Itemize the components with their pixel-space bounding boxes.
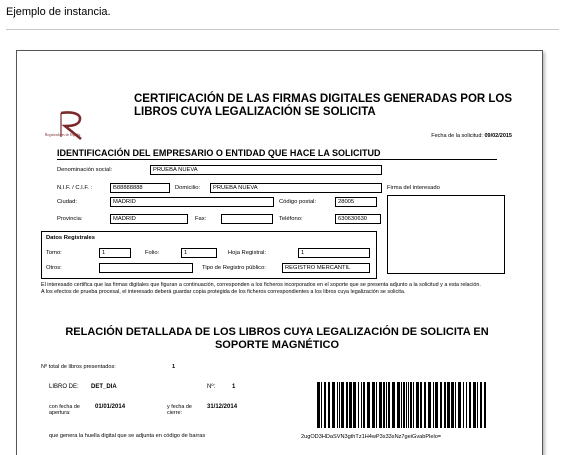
declaration-paragraph: A los efectos de prueba procesal, el interesado deberá guardar copia protegida de los ficheros correspondientes a los libros cuya legalización se solicita. [41, 288, 406, 295]
logo [45, 111, 101, 145]
domicilio-label: Domicilio: [175, 185, 201, 191]
numero-value: 1 [232, 384, 236, 390]
telefono-field[interactable]: 630630630 [335, 214, 381, 224]
tomo-label: Tomo: [46, 250, 62, 256]
separator [6, 29, 559, 30]
logo-text: Registradores de España [45, 133, 81, 137]
provincia-field[interactable]: MADRID [110, 214, 188, 224]
section-rule [57, 159, 497, 160]
fecha-solicitud [431, 133, 512, 139]
denominacion-field[interactable]: PRUEBA NUEVA [150, 165, 382, 175]
libro-label: LIBRO DE: [49, 384, 79, 390]
cierre-value: 31/12/2014 [207, 404, 238, 410]
libro-value: DET_DIA [91, 384, 117, 390]
numero-label: Nº: [207, 384, 216, 390]
hoja-registral-field[interactable]: 1 [298, 248, 370, 258]
declaration-paragraph: El interesado certifica que las firmas digitales que figuran a continuación, corresponden a los ficheros incorporados en el soporte que se presenta adjunto a la solicitud y a esta relación. [41, 282, 481, 288]
codigo-postal-field[interactable]: 28005 [335, 197, 377, 207]
otros-label: Otros: [46, 265, 62, 271]
huella-label: que genera la huella digital que se adjunta en código de barras [49, 433, 206, 439]
codigo-postal-label: Código postal: [279, 199, 317, 205]
cierre-label: y fecha de cierre: [167, 404, 192, 416]
tipo-registro-field[interactable]: REGISTRO MERCANTIL [282, 263, 370, 273]
nif-field[interactable]: B88888888 [110, 183, 170, 193]
section-title: IDENTIFICACIÓN DEL EMPRESARIO O ENTIDAD QUE HACE LA SOLICITUD [57, 148, 381, 158]
fax-field[interactable] [221, 214, 273, 224]
declaration-text [41, 282, 511, 296]
tomo-field[interactable]: 1 [99, 248, 131, 258]
denominacion-label: Denominación social: [57, 167, 113, 173]
fecha-label: Fecha de la solicitud: [431, 133, 483, 139]
firma-box[interactable] [387, 195, 505, 274]
total-libros-value: 1 [172, 364, 176, 370]
apertura-value: 01/01/2014 [95, 404, 126, 410]
relacion-title: RELACIÓN DETALLADA DE LOS LIBROS CUYA LEGALIZACIÓN DE SOLICITA EN SOPORTE MAGNÉTICO [65, 326, 489, 351]
folio-field[interactable]: 1 [181, 248, 217, 258]
domicilio-field[interactable]: PRUEBA NUEVA [210, 183, 382, 193]
apertura-label: con fecha de apertura: [49, 404, 80, 416]
ciudad-label: Ciudad: [57, 199, 77, 205]
provincia-label: Provincia: [57, 216, 83, 222]
folio-label: Folio: [145, 250, 160, 256]
total-libros-label: Nº total de libros presentados: [41, 364, 116, 370]
document-title: CERTIFICACIÓN DE LAS FIRMAS DIGITALES GENERADAS POR LOS LIBROS CUYA LEGALIZACIÓN SE SOLICITA [134, 93, 513, 118]
otros-field[interactable] [99, 263, 193, 273]
datos-title: Datos Registrales [46, 235, 95, 241]
barcode-text: 2ugOD3HDaSVN3gthTz1H4wP3s33sNz7geiGvabPlelo= [301, 434, 442, 440]
datos-registrales-box [41, 231, 377, 279]
ciudad-field[interactable]: MADRID [110, 197, 274, 207]
telefono-label: Teléfono: [279, 216, 303, 222]
hoja-registral-label: Hoja Registral: [228, 250, 267, 256]
nif-label: N.I.F. / C.I.F. : [57, 185, 93, 191]
caption: Ejemplo de instancia. [6, 6, 111, 18]
tipo-registro-label: Tipo de Registro público: [202, 265, 266, 271]
fax-label: Fax: [195, 216, 207, 222]
barcode-image [317, 382, 487, 430]
fecha-value: 09/02/2015 [484, 133, 512, 139]
firma-label: Firma del interesado [387, 185, 440, 191]
document-page [16, 50, 543, 455]
